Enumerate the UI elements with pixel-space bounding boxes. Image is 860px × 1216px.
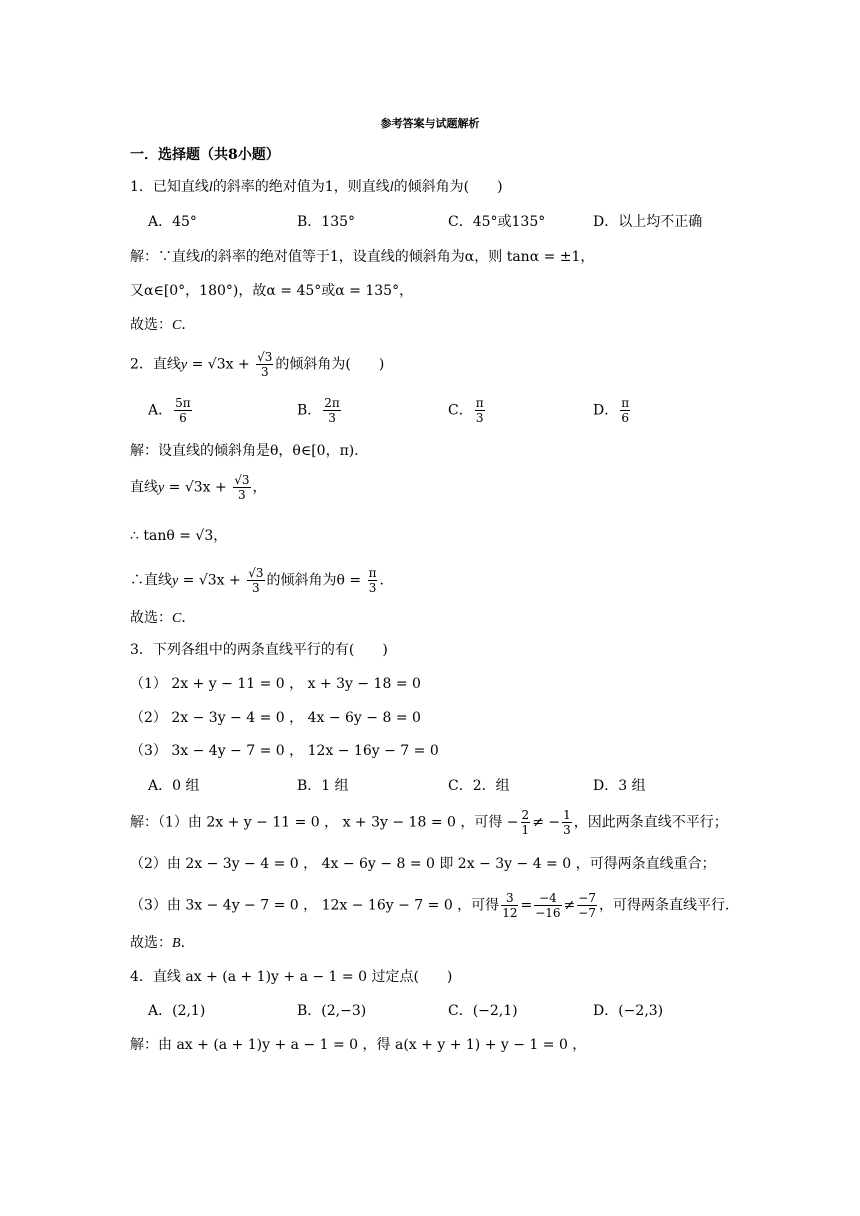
- q2-option-b: B． $\frac{2\pi}{3}$: [297, 396, 340, 425]
- q3-solution-line-3: （3）由 3x − 4y − 7 = 0 ， 12x − 16y − 7 = 0 ，可得 $\frac{3}{12}$ = $\frac{-4}{-16}$ ≠ $\frac{-7}{-7}$ ，可得两条直线平行．: [130, 891, 739, 920]
- q1-option-a: A．45°: [148, 214, 197, 230]
- q3-option-a: A．0 组: [148, 778, 200, 794]
- q4-option-c: C．(−2,1): [448, 1003, 518, 1019]
- q3-item-1: （1） 2x + y − 11 = 0 ， x + 3y − 18 = 0: [130, 676, 421, 692]
- q2-solution-line-3: ∴ tanθ = √3，: [130, 528, 228, 544]
- q1-stem: 1．已知直线l的斜率的绝对值为1，则直线l的倾斜角为( ): [130, 179, 503, 195]
- q2-solution-line-4: ∴直线y = √3x + $\frac{√3}{3}$ 的倾斜角为θ = $\frac{\pi}{3}$ ．: [130, 566, 394, 595]
- q1-option-c: C．45°或135°: [448, 214, 546, 230]
- q3-solution-line-2: （2）由 2x − 3y − 4 = 0 ， 4x − 6y − 8 = 0 即 2x − 3y − 4 = 0 ，可得两条直线重合；: [130, 856, 716, 872]
- q2-answer: 故选：C．: [130, 610, 196, 626]
- q2-option-a: A． $\frac{5\pi}{6}$: [148, 396, 191, 425]
- q2-solution-line-2: 直线y = √3x + $\frac{√3}{3}$ ，: [130, 473, 267, 502]
- section-heading: 一．选择题（共8小题）: [130, 147, 280, 163]
- q3-item-3: （3） 3x − 4y − 7 = 0 ， 12x − 16y − 7 = 0: [130, 743, 439, 759]
- q3-option-b: B．1 组: [297, 778, 349, 794]
- q4-option-d: D．(−2,3): [593, 1003, 664, 1019]
- q2-option-d: D． $\frac{\pi}{6}$: [593, 396, 630, 425]
- q1-solution-line-2: 又α∈[0°，180°)，故α = 45°或α = 135°，: [130, 283, 414, 299]
- q3-stem: 3．下列各组中的两条直线平行的有( ): [130, 642, 388, 658]
- q4-solution-line-1: 解：由 ax + (a + 1)y + a − 1 = 0 ，得 a(x + y + 1) + y − 1 = 0 ，: [130, 1037, 587, 1053]
- q1-option-d: D．以上均不正确: [593, 214, 703, 230]
- q3-solution-line-1: 解：（1）由 2x + y − 11 = 0 ， x + 3y − 18 = 0 ，可得 − $\frac{2}{1}$ ≠ − $\frac{1}{3}$ ，因此两条直线不平行；: [130, 808, 728, 837]
- q3-item-2: （2） 2x − 3y − 4 = 0 ， 4x − 6y − 8 = 0: [130, 710, 421, 726]
- q1-solution-line-1: 解：∵直线l的斜率的绝对值等于1，设直线的倾斜角为α，则 tanα = ±1，: [130, 249, 595, 265]
- q1-option-b: B．135°: [297, 214, 356, 230]
- q3-answer: 故选：B．: [130, 935, 195, 951]
- q1-answer: 故选：C．: [130, 317, 196, 333]
- q2-fraction: $\frac{√3}{3}$: [257, 350, 273, 379]
- q2-option-c: C． $\frac{\pi}{3}$: [448, 396, 484, 425]
- q4-stem: 4．直线 ax + (a + 1)y + a − 1 = 0 过定点( ): [130, 969, 453, 985]
- q2-stem: 2．直线y = √3x + $\frac{√3}{3}$ 的倾斜角为( ): [130, 350, 385, 379]
- q4-option-b: B．(2,−3): [297, 1003, 367, 1019]
- page-title: 参考答案与试题解析: [380, 117, 480, 130]
- q3-option-c: C．2．组: [448, 778, 510, 794]
- q4-option-a: A．(2,1): [148, 1003, 206, 1019]
- q3-option-d: D．3 组: [593, 778, 646, 794]
- q2-solution-line-1: 解：设直线的倾斜角是θ，θ∈[0，π)．: [130, 443, 369, 459]
